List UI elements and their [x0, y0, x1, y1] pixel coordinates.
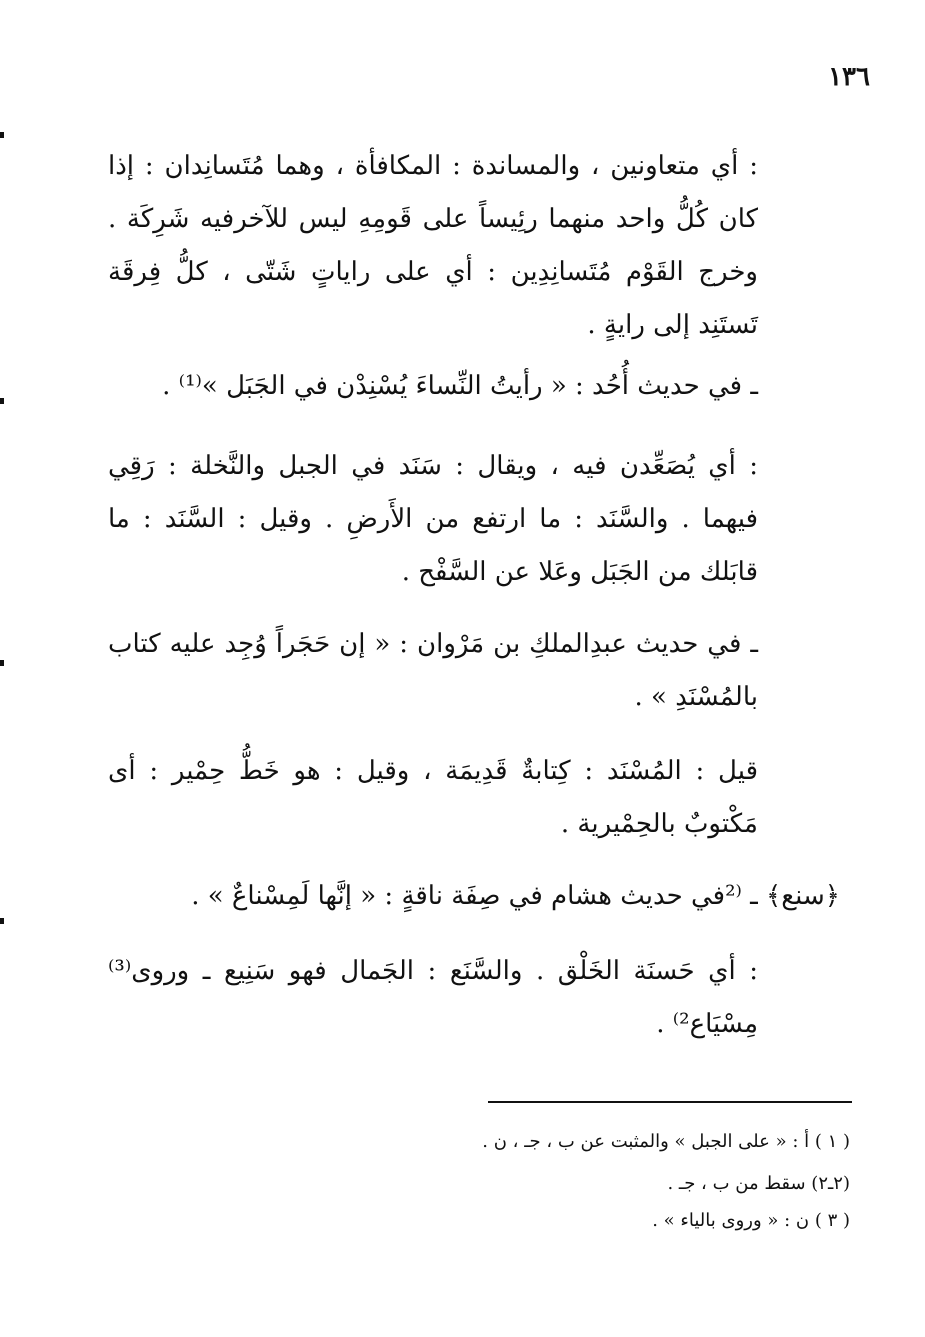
margin-mark: [0, 132, 4, 138]
footnote-1: ( ١ ) أ : « على الجبل » والمثبت عن ب ، جـ ، ن .: [482, 1131, 850, 1152]
footnote-3: ( ٣ ) ن : « وروى بالياء » .: [652, 1210, 850, 1231]
paragraph-sana-definition: : أي حَسنَة الخَلْق . والسَّنَع : الجَمال فهو سَنِيع ـ وروى⁽³⁾ مِسْيَاع²⁾ .: [108, 956, 758, 1039]
margin-mark: [0, 398, 4, 404]
paragraph-musnad-definition: قيل : المُسْنَد : كِتابةٌ قَدِيمَة ، وقيل : هو خَطُّ حِمْير : أى مَكْتوبٌ بالحِمْيرية .: [108, 756, 758, 839]
paragraph-hadith-uhud: ـ في حديث أُحُد : « رأيتُ النِّساءَ يُسْنِدْن في الجَبَل »⁽¹⁾ .: [162, 371, 758, 401]
paragraph-hadith-abdulmalik: ـ في حديث عبدِالملكِ بن مَرْوان : « إن حَجَراً وُجِد عليه كتاب بالمُسْنَدِ » .: [108, 629, 758, 712]
page-number: ١٣٦: [828, 62, 870, 92]
paragraph-sanad-definition: : أي يُصَعِّدن فيه ، ويقال : سَنَد في الجبل والنَّخلة : رَقِي فيهما . والسَّنَد : ما ارتفع من الأَرضِ . وقيل : السَّنَد : ما قابَلك من الجَبَل وعَلا عن السَّفْح .: [108, 451, 758, 587]
footnote-divider: [488, 1101, 852, 1103]
paragraph-mutasanidan: : أي متعاونين ، والمساندة : المكافأة ، وهما مُتَسانِدان : إذا كان كُلُّ واحد منهما رئِيساً على قَومِهِ ليس للآخرفيه شَرِكَة . وخرج القَوْم مُتَسانِدِين : أي على راياتٍ شَتّى ، كلُّ فِرقَة تَستَنِد إلى رايةٍ .: [108, 151, 758, 340]
margin-mark: [0, 918, 4, 924]
footnote-2: (٢ـ٢) سقط من ب ، جـ .: [667, 1173, 850, 1194]
margin-mark: [0, 660, 4, 666]
paragraph-sana-hisham: ﴿سنع﴾ ـ ⁽²في حديث هشام في صِفَة ناقةٍ : « إنَّها لَمِسْناعٌ » .: [191, 881, 840, 911]
